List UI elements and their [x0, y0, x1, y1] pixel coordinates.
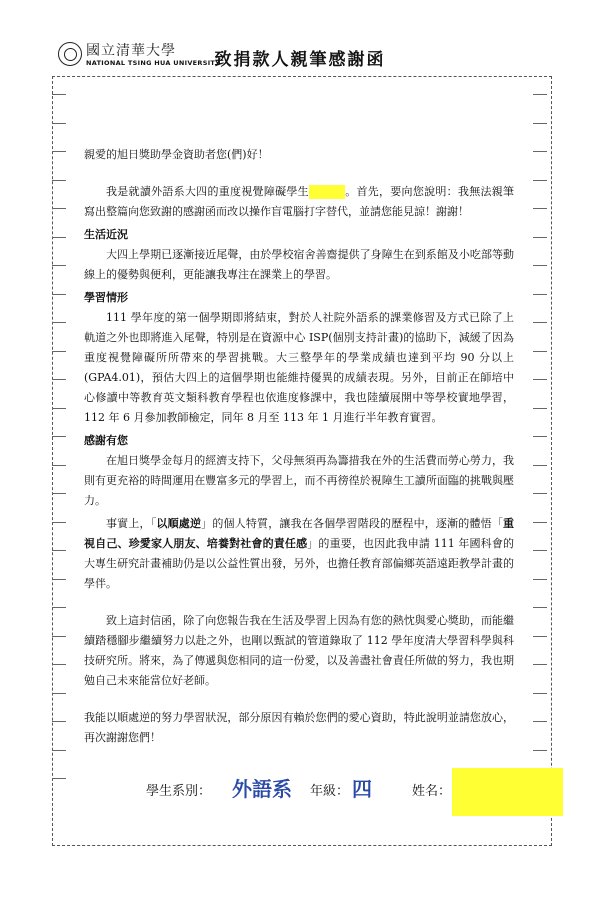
thanks-p2-bold-d: 重視自己、珍愛家人朋友、培養對社會的責任感 [84, 517, 515, 550]
letter-title: 致捐款人親筆感謝函 [214, 50, 386, 70]
thanks-p2-text-c: 」的個人特質，讓我在各個學習階段的歷程中，逐漸的體悟「 [201, 517, 504, 530]
redacted-signature-highlight [452, 768, 563, 816]
department-label: 學生系別： [146, 784, 212, 799]
right-ruling-ticks [533, 94, 547, 807]
redacted-name-highlight [309, 185, 345, 199]
intro-text-b: 。首先，要向您說明：我無法親筆寫出整篇向您致謝的感謝函而改以操作盲電腦打字替代，並請您能見諒！謝謝！ [84, 185, 515, 218]
thanks-paragraph-1: 在旭日獎學金每月的經濟支持下，父母無須再為籌措我在外的生活費而勞心勞力，我則有更充裕的時間運用在豐富多元的學習上，而不再徬徨於視障生工讀所面臨的挑戰與壓力。 [84, 454, 514, 507]
intro-text-a: 我是就讀外語系大四的重度視覺障礙學生 [106, 185, 309, 198]
thanks-paragraph-3: 致上這封信函，除了向您報告我在生活及學習上因為有您的熱忱與愛心獎助，而能繼續踏穩腳步繼續努力以赴之外，也剛以甄試的管道錄取了 112 學年度清大學習科學與科技研究所。將來，為了傳遞與您相同的這一份愛，以及善盡社會責任所做的努力，我也期勉自己未來能當位好老師。 [84, 614, 514, 687]
intro-paragraph [84, 182, 514, 222]
study-paragraph: 111 學年度的第一個學期即將結束，對於人社院外語系的課業修習及方式已除了上軌道之外也即將進入尾聲，特別是在資源中心 ISP(個別支持計畫)的協助下，減緩了因為重度視覺障礙所所帶來的學習挑戰。大三整學年的學業成績也達到平均 90 分以上(GPA4.01)，預估大四上的這個學期也能維持優異的成績表現。另外，目前正在師培中心修讀中等教育英文類科教育學程也依進度修課中，我也陸續展開中等學校實地學習，112 年 6 月參加教師檢定，同年 8 月至 113 年 1 月進行半年教育實習。 [84, 311, 514, 424]
name-label: 姓名： [412, 784, 452, 799]
left-ruling-ticks [52, 94, 66, 807]
logo-chinese-name: 國立清華大學 [86, 43, 176, 59]
thanks-p2-text-e: 」的重要，也因此我申請 111 年國科會的大專生研究計畫補助仍是以公益性質出發，另外，也擔任教育部偏鄉英語遠距教學計畫的學伴。 [84, 537, 514, 590]
signature-footer [0, 768, 600, 828]
letter-body [84, 145, 514, 751]
greeting: 親愛的旭日獎助學金資助者您(們)好！ [84, 148, 269, 161]
page-header [0, 40, 600, 76]
department-handwritten: 外語系 [232, 777, 292, 801]
life-paragraph: 大四上學期已逐漸接近尾聲，由於學校宿舍善齋提供了身障生在到系館及小吃部等動線上的優勢與便利，更能讓我專注在課業上的學習。 [84, 248, 514, 281]
section-heading-life: 生活近況 [84, 228, 128, 241]
thanks-p2-text-a: 事實上，「 [106, 517, 157, 530]
thanks-p2-bold-a: 以順處逆 [156, 517, 202, 530]
section-heading-thanks: 感謝有您 [84, 434, 128, 447]
section-heading-study: 學習情形 [84, 291, 128, 304]
closing-paragraph: 我能以順處逆的努力學習狀況，部分原因有賴於您們的愛心資助，特此說明並請您放心，再次謝謝您們！ [84, 711, 514, 744]
logo-english-name: NATIONAL TSING HUA UNIVERSITY [86, 59, 221, 67]
year-handwritten: 四 [352, 777, 372, 801]
thanks-paragraph-2 [84, 514, 514, 594]
year-label: 年級： [310, 784, 350, 799]
